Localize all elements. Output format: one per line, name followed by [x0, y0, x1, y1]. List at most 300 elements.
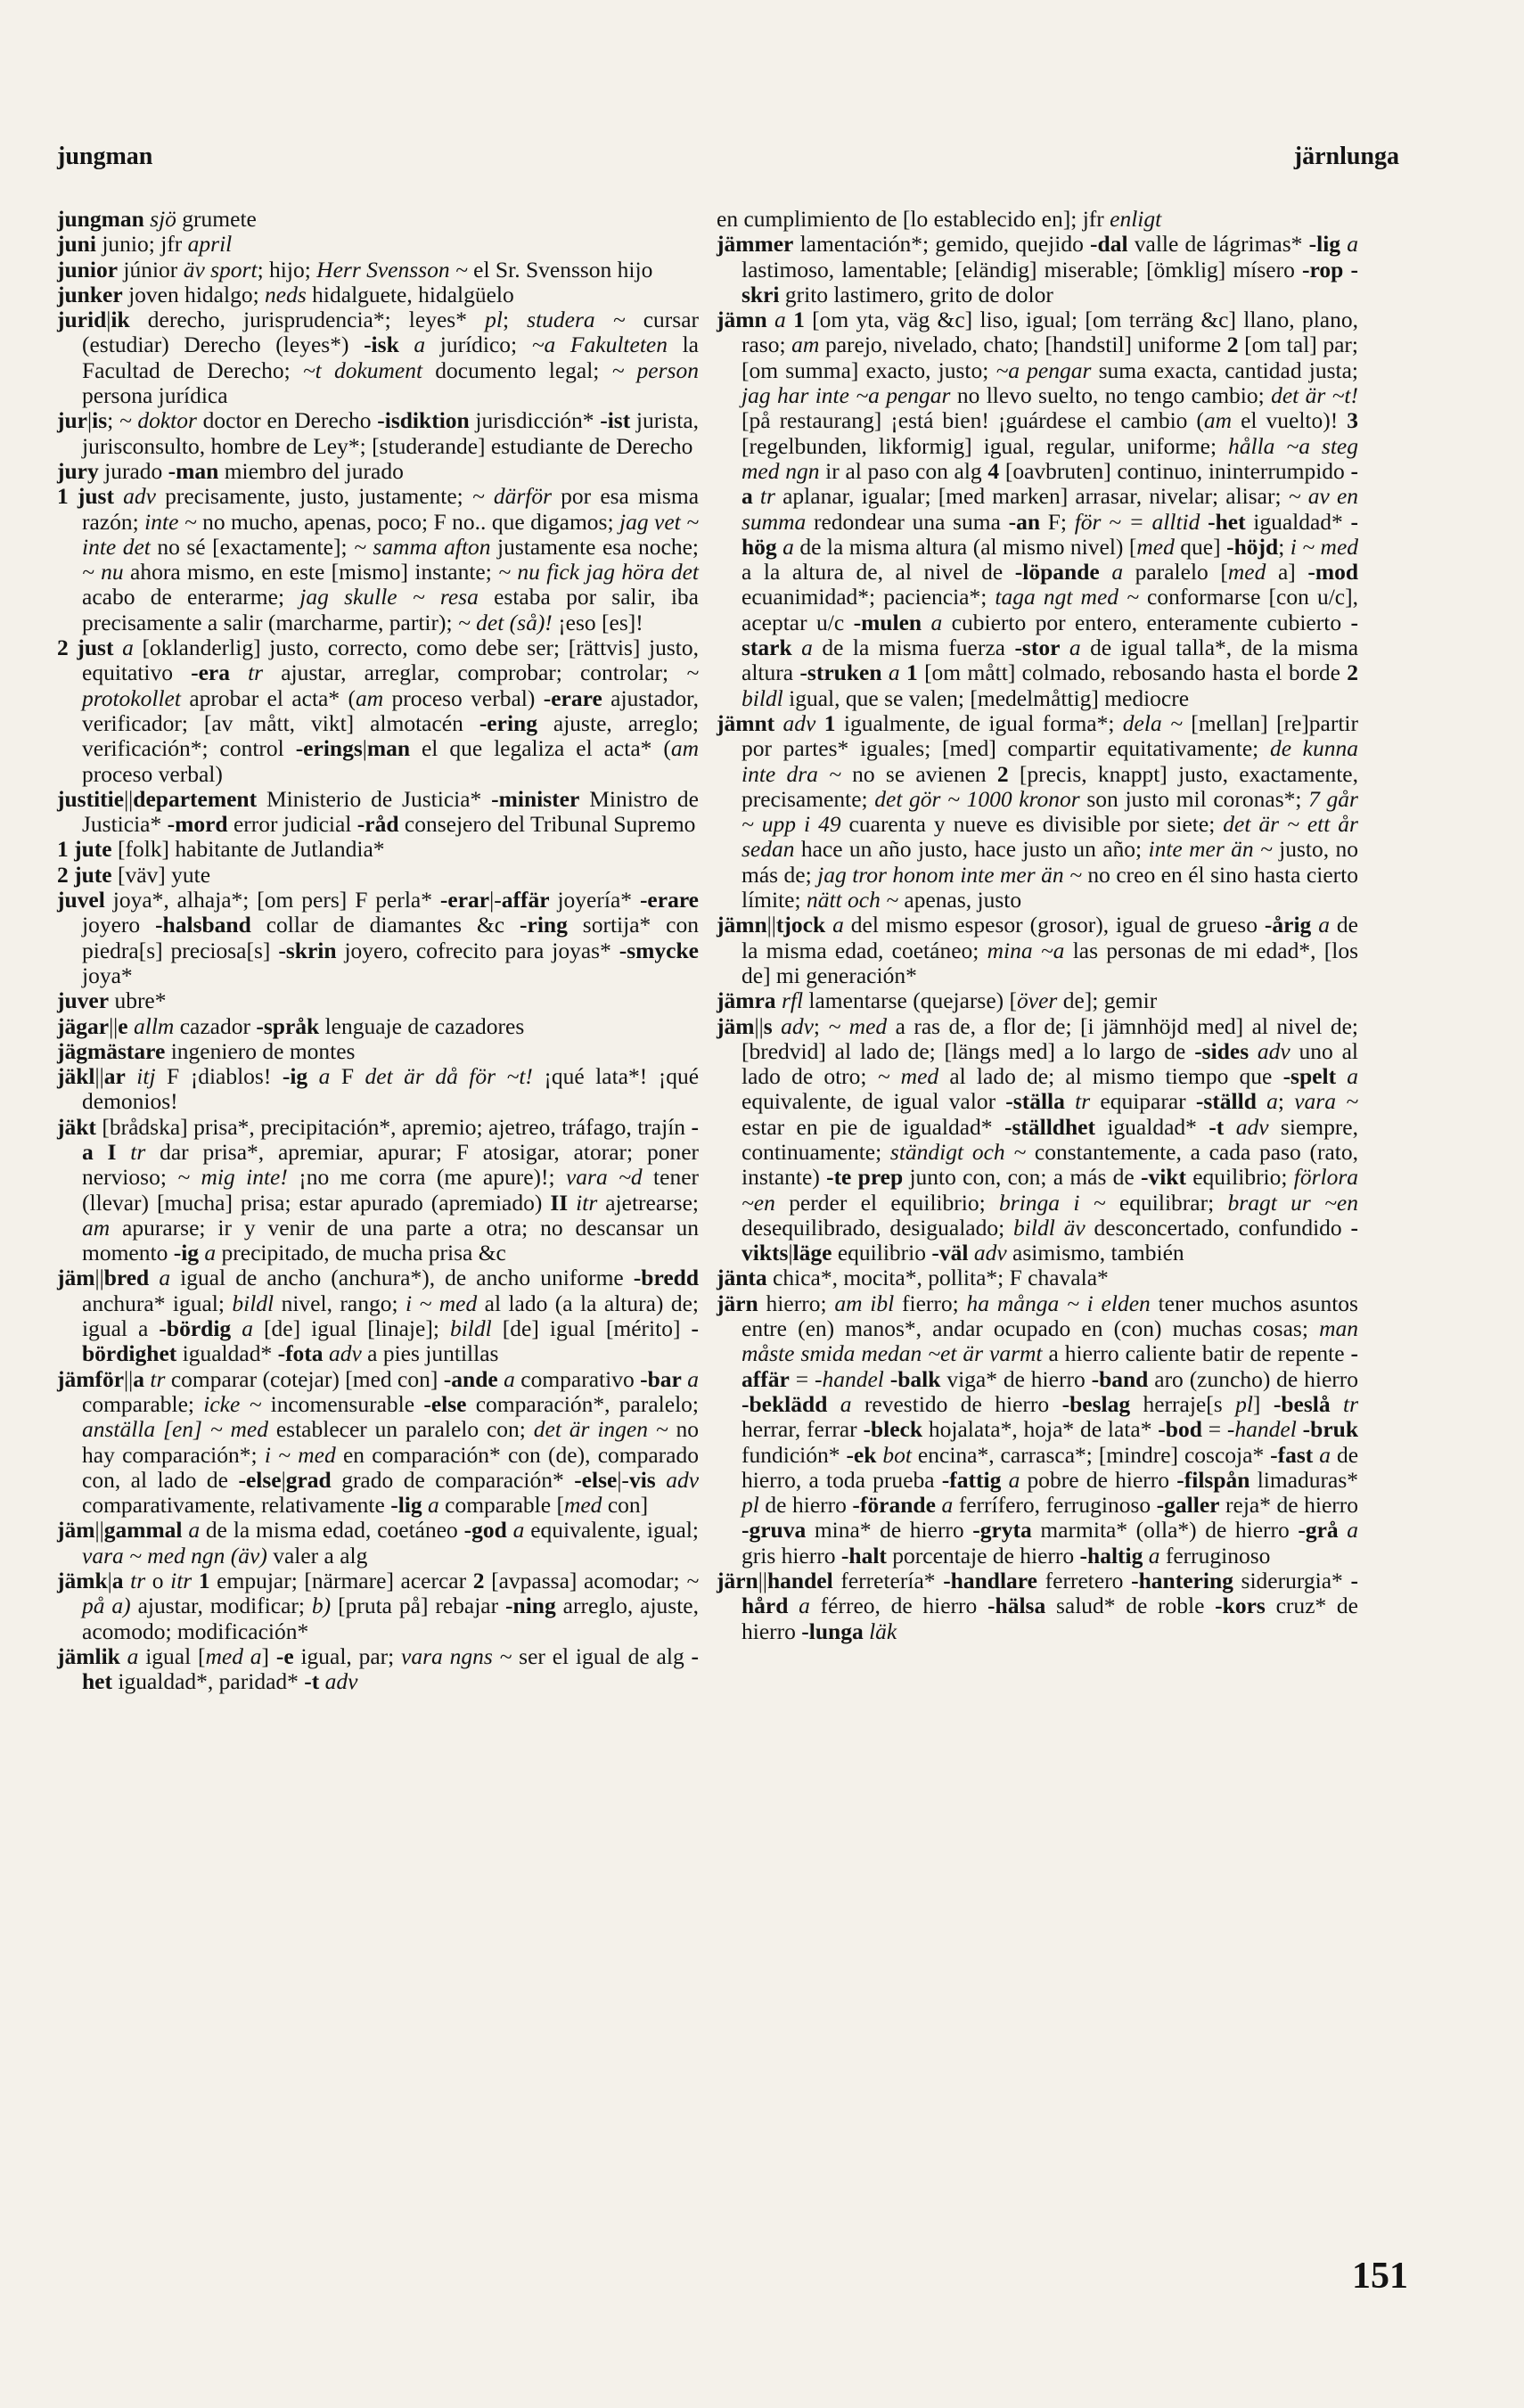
headword: -hög [742, 508, 1358, 560]
headword: -bördig [159, 1315, 232, 1342]
entry-text: doctor en Derecho [196, 407, 378, 434]
headword: justitie [57, 785, 125, 812]
italic-text: inte ~ [144, 508, 197, 535]
headword: -bod [1158, 1416, 1202, 1443]
entry-text: | [788, 1240, 793, 1266]
entry-text: ferretería* [832, 1568, 944, 1594]
headword: jäm [57, 1265, 95, 1291]
entry-text: ubre* [109, 987, 167, 1014]
italic-text: am [82, 1214, 111, 1241]
dictionary-entry [57, 1367, 699, 1519]
italic-text: allm [133, 1012, 175, 1039]
italic-text: adv [1257, 1037, 1290, 1064]
headword: -stor [1014, 635, 1061, 661]
entry-text [922, 610, 930, 635]
italic-text: tr [248, 659, 264, 686]
entry-text: ; [1277, 1088, 1295, 1115]
italic-text: studera ~ [527, 307, 626, 333]
italic-text: enligt [1110, 206, 1162, 232]
dictionary-entry [57, 1014, 699, 1039]
entry-text: de la misma edad, coetáneo; [742, 912, 1358, 963]
entry-text: estar en pie de igualdad* [742, 1113, 1004, 1140]
headword: jämför [57, 1365, 125, 1392]
entry-text [1339, 1517, 1348, 1543]
entry-text: || [94, 1517, 104, 1544]
italic-text: bildl [742, 684, 783, 711]
italic-text: tr [130, 1568, 146, 1594]
entry-text: cursar (estudiar) Derecho (leyes*) [82, 307, 700, 358]
italic-text: läk [869, 1618, 897, 1644]
headword: -else [574, 1466, 618, 1493]
headword: juvel [57, 887, 105, 913]
headword: -bleck [863, 1416, 923, 1443]
italic-text: med [1136, 533, 1175, 560]
dictionary-entry [57, 787, 699, 838]
headword: -smycke [619, 937, 699, 963]
headword: tjock [775, 912, 826, 938]
headword: -t [304, 1668, 320, 1695]
entry-text: ahora mismo, en este [mismo] instante; [123, 559, 499, 586]
entry-text: cuarenta y nueve es divisible por siete; [840, 811, 1224, 838]
entry-text: comparativamente, relativamente [82, 1492, 391, 1519]
italic-text: am [670, 735, 699, 762]
entry-text [1060, 635, 1069, 660]
italic-text: a [1266, 1088, 1278, 1115]
entry-text: ferruginoso [1159, 1542, 1271, 1568]
entry-text: documento legal; [422, 356, 612, 383]
entry-text [568, 1190, 576, 1216]
entry-text [882, 659, 889, 685]
headword: -band [1091, 1365, 1149, 1392]
italic-text: Herr Svensson ~ [316, 256, 468, 283]
entry-text: establecer un paralelo con; [267, 1416, 534, 1443]
entry-text: jurado [98, 457, 168, 484]
entry-text: igualmente, de igual forma*; [835, 709, 1123, 736]
italic-text: ~ nu [82, 559, 124, 586]
entry-text: [väv] yute [111, 861, 211, 888]
headword: -het [1208, 508, 1246, 535]
entry-text: a pies juntillas [361, 1340, 499, 1367]
entry-text [788, 1593, 799, 1618]
entry-text: asimismo, también [1006, 1240, 1184, 1266]
entry-text: arreglo, ajuste, acomodo; modificación* [82, 1593, 699, 1644]
entry-text: no sé [exactamente]; [150, 533, 355, 560]
entry-text: porcentaje de hierro [886, 1542, 1080, 1568]
italic-text: a [159, 1265, 171, 1291]
entry-text: redondear una suma [806, 508, 1009, 535]
italic-text: a [840, 1390, 852, 1417]
entry-text: incomensurable [261, 1390, 424, 1417]
dictionary-entry [717, 232, 1358, 307]
entry-text: herraje[s [1130, 1390, 1236, 1417]
italic-text: det gör ~ 1000 kronor [874, 785, 1080, 812]
entry-text: || [124, 785, 134, 812]
dictionary-entry [57, 283, 699, 307]
entry-text: ; [107, 407, 119, 434]
entry-text: proceso verbal) [383, 684, 544, 711]
dictionary-entry [57, 635, 699, 787]
headword: -rop [1302, 256, 1344, 283]
entry-text: conformarse [con u/c], aceptar u/c [742, 584, 1358, 635]
entry-text: cubierto por entero, enteramente cubierto [942, 609, 1351, 635]
headword: 2 jute [57, 861, 112, 888]
headword: -halt [840, 1542, 887, 1568]
headword: jämn [717, 912, 767, 938]
headword: jägmästare [57, 1037, 166, 1064]
entry-text: lenguaje de cazadores [319, 1012, 525, 1039]
headword: -skrin [278, 937, 337, 963]
italic-text: adv [123, 483, 156, 510]
headword: affär [501, 887, 550, 913]
italic-text: a [318, 1063, 331, 1090]
italic-text: ~ det (så)! [457, 609, 553, 635]
entry-text: comparativo [514, 1365, 641, 1392]
entry-text [786, 307, 793, 332]
headword: -hälsa [987, 1593, 1046, 1619]
italic-text: tr [759, 483, 775, 510]
dictionary-entry [57, 307, 699, 408]
entry-text: cazador [174, 1012, 257, 1039]
entry-text: error judicial [227, 811, 357, 838]
entry-text [231, 1315, 242, 1341]
entry-text: ecuanimidad*; paciencia*; [742, 584, 996, 610]
italic-text: am [1203, 407, 1233, 434]
dictionary-entry [717, 1265, 1358, 1290]
italic-text: a [188, 1517, 201, 1544]
headword: vis [628, 1466, 656, 1493]
italic-text: ~t dokument [302, 356, 423, 383]
entry-text: son justo mil coronas*; [1079, 785, 1309, 812]
dictionary-entry [717, 1568, 1358, 1644]
italic-text: i ~ med [1290, 533, 1359, 560]
entry-text [773, 1013, 781, 1039]
headword: jungman [57, 206, 144, 232]
headword: -beslag [1061, 1390, 1131, 1417]
italic-text: förlora ~en [742, 1164, 1359, 1216]
entry-text: joven hidalgo; [122, 281, 266, 307]
entry-text: equilibrio [832, 1240, 932, 1266]
italic-text: adv [973, 1240, 1007, 1266]
dictionary-entry [717, 988, 1358, 1013]
entry-text: ajetrearse; [597, 1189, 699, 1216]
headword: jäm [57, 1517, 95, 1544]
headword: 1 [823, 709, 836, 736]
italic-text: sjö [150, 206, 176, 232]
italic-text: a [1148, 1542, 1160, 1568]
headword: -else [423, 1390, 467, 1417]
headword: jämnt [717, 709, 775, 736]
entry-text: dar prisa*, apremiar, apurar; F atosigar, atorar; poner nervioso; [82, 1138, 699, 1191]
headword: järn [717, 1290, 758, 1316]
entry-text [1297, 1416, 1303, 1442]
headword: gammal [103, 1517, 183, 1544]
italic-text: a [774, 307, 786, 333]
entry-text: jurídico; [425, 332, 532, 358]
entry-text: || [758, 1568, 767, 1594]
headword: a [133, 1365, 145, 1392]
headword: -filspån [1176, 1466, 1250, 1493]
headword: -era [191, 659, 230, 686]
italic-text: a [930, 609, 943, 635]
entry-text: igual de ancho (anchura*), de ancho uniforme [170, 1265, 634, 1291]
entry-text: [de] igual [mérito] [491, 1315, 692, 1342]
headword: -ig [173, 1240, 200, 1266]
headword: -bördighet [82, 1315, 700, 1367]
entry-text: revestido de hierro [851, 1390, 1062, 1417]
italic-text: jag skulle ~ resa [299, 584, 479, 610]
entry-text: joyero [82, 912, 156, 938]
italic-text: pl [1235, 1390, 1253, 1417]
entry-text: = [1201, 1416, 1227, 1443]
italic-text: a [941, 1492, 954, 1519]
italic-text: a [204, 1240, 217, 1266]
dictionary-entry [717, 1014, 1358, 1266]
headword: -vikt [1140, 1164, 1186, 1191]
entry-text: junto con, con; a más de [903, 1164, 1141, 1191]
entry-text: [om tal] par; [om summa] exacto, justo; [742, 332, 1358, 383]
headword: junker [57, 281, 123, 307]
italic-text: bragt ur ~en [1227, 1189, 1359, 1216]
entry-text: salud* de roble [1045, 1593, 1216, 1619]
headword: 1 just [57, 483, 114, 510]
headword: man [366, 735, 411, 762]
headword: jäkl [57, 1063, 95, 1090]
headword: 2 [1347, 659, 1359, 686]
italic-text: bot [882, 1441, 912, 1468]
italic-text: itj [136, 1063, 156, 1090]
entry-text: júnior [118, 256, 184, 283]
italic-text: bringa i ~ [999, 1189, 1106, 1216]
entry-text: valer a alg [266, 1542, 368, 1568]
italic-text: nätt och ~ [806, 887, 898, 913]
headword: juver [57, 987, 110, 1014]
entry-text: constantemente, a cada paso (rato, instante) [742, 1138, 1358, 1191]
entry-text: ] [261, 1642, 276, 1669]
headword: -väl [931, 1240, 969, 1266]
entry-text: fierro; [894, 1290, 967, 1316]
headword: -haltig [1079, 1542, 1143, 1568]
entry-text: del mismo espesor (grosor), igual de grueso [843, 912, 1265, 938]
headword: -ning [505, 1593, 556, 1619]
headword: -bar [640, 1365, 682, 1392]
dictionary-entry [717, 307, 1358, 711]
italic-text: vara ~ [1294, 1088, 1359, 1115]
italic-text: för ~ = alltid [1074, 508, 1200, 535]
entry-text: encina*, carrasca*; [mindre] coscoja* [911, 1441, 1271, 1468]
headword: -ig [282, 1063, 308, 1090]
headword: -bredd [633, 1265, 700, 1291]
entry-text [656, 1467, 666, 1493]
entry-text: apenas, justo [898, 887, 1022, 913]
entry-text: joya*, alhaja*; [om pers] F perla* [104, 887, 440, 913]
headword: jämlik [57, 1642, 120, 1669]
headword: -ställdhet [1004, 1113, 1095, 1140]
italic-text: a [799, 1593, 810, 1619]
entry-text: |- [489, 887, 502, 913]
headword: -hård [742, 1568, 1358, 1619]
italic-text: jag tror honom inte mer än ~ [817, 861, 1082, 888]
dictionary-entry [717, 207, 1358, 232]
italic-text: a [122, 635, 134, 661]
entry-text: hierro; [758, 1290, 835, 1316]
entry-text: tener (llevar) [mucha] prisa; estar apurado (apremiado) [82, 1164, 699, 1216]
italic-text: dela ~ [1122, 709, 1183, 736]
entry-text: consejero del Tribunal Supremo [398, 811, 696, 838]
italic-text: a [1111, 559, 1124, 586]
italic-text: ~ med [828, 1012, 888, 1039]
dictionary-entry [57, 1518, 699, 1568]
headword: -stark [742, 609, 1358, 661]
entry-text: | [281, 1466, 286, 1493]
italic-text: äv sport [183, 256, 258, 283]
italic-text: vara ~d [565, 1164, 643, 1191]
entry-text: el vuelto)! [1232, 407, 1348, 434]
entry-text: uno al lado de otro; [742, 1037, 1358, 1090]
entry-text: justo, no más de; [742, 836, 1358, 888]
headword: -man [168, 457, 219, 484]
entry-text: jurista, jurisconsulto, hombre de Ley*; [studerande] estudiante de Derecho [82, 407, 700, 459]
entry-text: o [145, 1568, 171, 1594]
entry-text: equivalente, de igual valor [742, 1088, 1006, 1115]
headword: -lig [390, 1492, 422, 1519]
entry-text: no creo en él sino hasta cierto límite; [742, 861, 1358, 913]
entry-text: no mucho, apenas, poco; F no.. que digamos; [196, 508, 620, 535]
entry-text [1331, 1391, 1343, 1417]
headword: -isdiktion [377, 407, 470, 434]
headword: -löpande [1014, 559, 1100, 586]
headword: 4 [987, 457, 1000, 484]
entry-text: lastimoso, lamentable; [eländig] miserable; [ömklig] mísero [742, 256, 1303, 283]
italic-text: tr [150, 1365, 166, 1392]
entry-text [767, 307, 774, 332]
italic-text: adv [666, 1466, 700, 1493]
headword: -lunga [801, 1618, 864, 1644]
italic-text: hålla ~a steg med ngn [742, 432, 1358, 484]
entry-text: cruz* de hierro [742, 1593, 1358, 1644]
headword: jägar [57, 1012, 110, 1039]
italic-text: a [504, 1365, 515, 1392]
entry-text: Ministro de Justicia* [82, 785, 699, 838]
entry-text [1001, 1467, 1008, 1493]
headword: junior [57, 256, 119, 283]
italic-text: a [687, 1365, 700, 1392]
headword: -fota [277, 1340, 324, 1367]
italic-text: ständigt och ~ [889, 1138, 1027, 1165]
entry-text: igual, que se valen; [medelmåttig] mediocre [782, 684, 1190, 711]
italic-text: det är ingen ~ [533, 1416, 668, 1443]
headword: jänta [717, 1265, 767, 1291]
italic-text: pl [485, 307, 503, 333]
italic-text: de kunna inte dra ~ [742, 735, 1358, 787]
headword: -erar [439, 887, 490, 913]
italic-text: am [791, 332, 820, 358]
entry-text: las personas de mi edad*, [los de] mi generación* [742, 937, 1359, 988]
headword: juni [57, 231, 96, 258]
entry-text: lamentación*; gemido, quejido [793, 231, 1091, 258]
italic-text: rfl [781, 987, 804, 1014]
entry-text: de la misma altura (al mismo nivel) [ [793, 533, 1137, 560]
italic-text: a [242, 1315, 253, 1342]
left-column [57, 207, 699, 1695]
italic-text: det är ~ ett år sedan [742, 811, 1358, 863]
italic-text: med [1227, 559, 1266, 586]
italic-text: i ~ med [264, 1441, 336, 1468]
headword: -dal [1090, 231, 1128, 258]
entry-text: igualdad* [1245, 508, 1351, 535]
entry-text: herrar, ferrar [742, 1416, 864, 1443]
headword: -ist [600, 407, 631, 434]
headword: -vikts [742, 1214, 1358, 1266]
italic-text: am ibl [834, 1290, 895, 1316]
italic-text: am [355, 684, 384, 711]
entry-text: ferretero [1037, 1568, 1132, 1594]
headword: -god [463, 1517, 507, 1544]
headword: -ställd [1195, 1088, 1257, 1115]
entry-text: el Sr. Svensson hijo [467, 256, 653, 283]
italic-text: bildl [232, 1290, 274, 1316]
headword: -a [742, 457, 1358, 510]
headword: -ring [520, 912, 568, 938]
dictionary-entry [57, 863, 699, 888]
entry-text: tener muchos asuntos entre (en) manos*, andar ocupado en (con) muchas cosas; [742, 1290, 1358, 1342]
entry-text: igualdad* [176, 1340, 278, 1367]
entry-text: [pruta på] rebajar [331, 1593, 506, 1619]
dictionary-entry [57, 232, 699, 257]
entry-text: por esa misma razón; [82, 483, 700, 535]
italic-text: det är då för ~t! [365, 1063, 533, 1090]
entry-text: valle de lágrimas* [1127, 231, 1309, 258]
entry-text: equivalente, igual; [524, 1517, 700, 1544]
entry-text: ; hijo; [257, 256, 317, 283]
headword: -a I [82, 1113, 699, 1165]
italic-text: icke ~ [203, 1390, 262, 1417]
headword: -beklädd [742, 1390, 828, 1417]
entry-text: [regelbunden, likformig] igual, regular, uniforme; [742, 432, 1229, 459]
entry-text: [avpassa] acomodar; [484, 1568, 687, 1594]
italic-text: adv [328, 1340, 362, 1367]
entry-text: nivel, rango; [274, 1290, 406, 1316]
italic-text: ~ samma afton [354, 533, 491, 560]
headword: 1 [198, 1568, 210, 1594]
headword: 2 [472, 1568, 485, 1594]
dictionary-entry [57, 888, 699, 988]
italic-text: ~a pengar [996, 356, 1092, 383]
italic-text: mina ~a [987, 937, 1065, 963]
entry-text: aplanar, igualar; [med marken] arrasar, nivelar; alisar; [774, 483, 1289, 510]
headword: -råd [356, 811, 399, 838]
italic-text: ~ person [611, 356, 699, 383]
entry-text: || [754, 1012, 764, 1039]
entry-text [230, 659, 248, 685]
entry-text: equilibrio; [1185, 1164, 1294, 1191]
italic-text: a [1347, 231, 1359, 258]
entry-text: [folk] habitante de Jutlandia* [111, 836, 385, 863]
entry-text: de hierro [758, 1492, 853, 1519]
headword: -affär [742, 1340, 1359, 1392]
italic-text: a [1069, 635, 1081, 661]
dictionary-entry [57, 988, 699, 1013]
entry-text: viga* de hierro [940, 1365, 1092, 1392]
headword: 2 just [57, 635, 114, 661]
headword: -beslå [1273, 1390, 1331, 1417]
entry-text: igual, par; [293, 1642, 402, 1669]
entry-text [1224, 1114, 1235, 1140]
headword: jämk [57, 1568, 108, 1594]
headword: -fattig [941, 1466, 1002, 1493]
entry-text: ser el igual de alg [512, 1642, 692, 1669]
headword: handel [766, 1568, 833, 1594]
headword: -ande [443, 1365, 498, 1392]
